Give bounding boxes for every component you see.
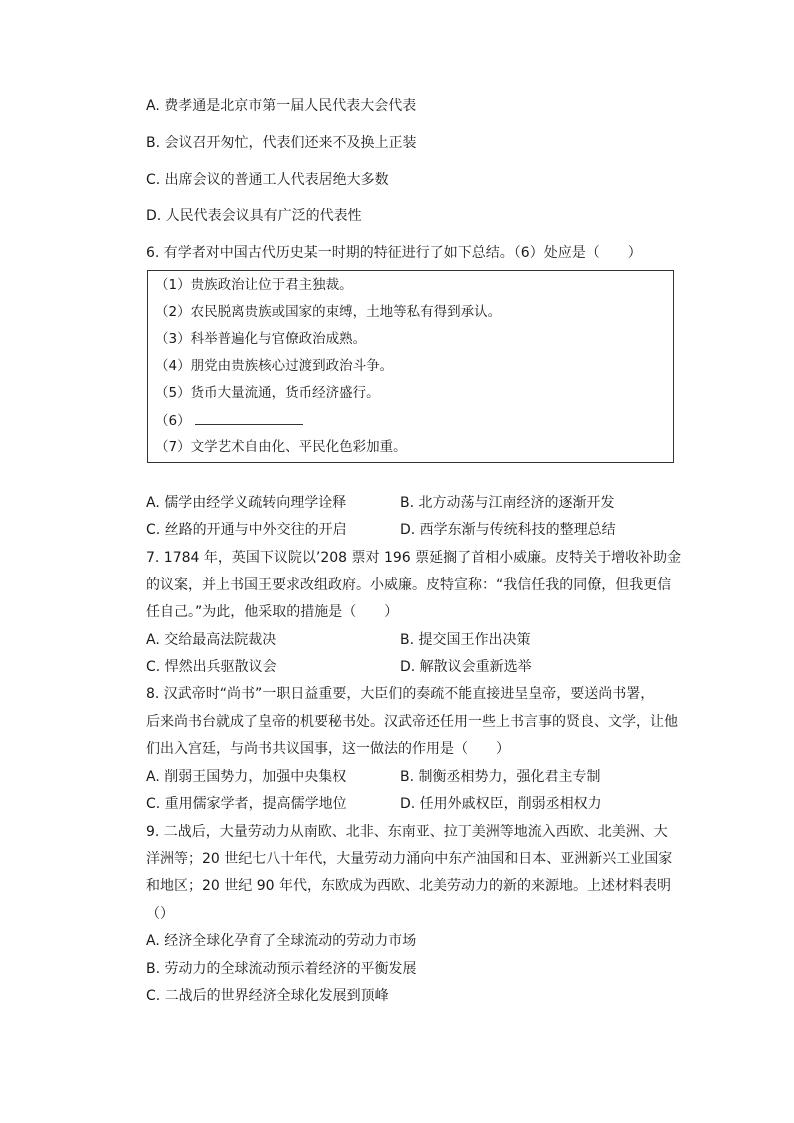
q9-stem-line: 9. 二战后，大量劳动力从南欧、北非、东南亚、拉丁美洲等地流入西欧、北美洲、大 [146,824,668,840]
q6-box-item: （1）贵族政治让位于君主独裁。 [155,277,353,293]
answer-blank [195,410,303,425]
q8-option-c: C. 重用儒家学者，提高儒学地位 [146,796,347,812]
q9-stem-line: （） [146,906,174,922]
q6-option-a: A. 儒学由经学义疏转向理学诠释 [146,495,347,511]
q9-option-b: B. 劳动力的全球流动预示着经济的平衡发展 [146,961,417,977]
q5-option-b: B. 会议召开匆忙，代表们还来不及换上正装 [146,135,417,151]
q5-option-d: D. 人民代表会议具有广泛的代表性 [146,208,362,224]
q8-stem-line: 后来尚书台就成了皇帝的机要秘书处。汉武帝还任用一些上书言事的贤良、文学，让他 [146,714,678,730]
q8-option-d: D. 任用外戚权臣，削弱丞相权力 [400,796,602,812]
q9-option-a: A. 经济全球化孕育了全球流动的劳动力市场 [146,933,417,949]
q6-box-item: （3）科举普遍化与官僚政治成熟。 [155,331,367,347]
q5-option-a: A. 费孝通是北京市第一届人民代表大会代表 [146,98,417,114]
q6-box-item: （4）朋党由贵族核心过渡到政治斗争。 [155,358,394,374]
q7-stem-line: 7. 1784 年，英国下议院以’208 票对 196 票延搁了首相小威廉。皮特关于增收补助金 [146,550,682,566]
q7-stem-line: 的议案，并上书国王要求改组政府。小威廉。皮特宣称：“我信任我的同僚，但我更信 [146,577,672,593]
q7-option-b: B. 提交国王作出决策 [400,632,531,648]
q6-option-c: C. 丝路的开通与中外交往的开启 [146,522,347,538]
q6-stem: 6. 有学者对中国古代历史某一时期的特征进行了如下总结。（6）处应是（ ） [146,245,642,261]
q5-option-c: C. 出席会议的普通工人代表居绝大多数 [146,172,389,188]
q6-option-b: B. 北方动荡与江南经济的逐渐开发 [400,495,615,511]
q7-stem-line: 任自己。”为此，他采取的措施是（ ） [146,604,399,620]
q6-box-item: （7）文学艺术自由化、平民化色彩加重。 [155,439,407,455]
q9-option-c: C. 二战后的世界经济全球化发展到顶峰 [146,988,389,1004]
q6-box-item: （5）货币大量流通，货币经济盛行。 [155,385,380,401]
q8-stem-line: 们出入宫廷，与尚书共议国事，这一做法的作用是（ ） [146,741,510,757]
q9-stem-line: 洋洲等；20 世纪七八十年代，大量劳动力涌向中东产油国和日本、亚洲新兴工业国家 [146,851,673,867]
q8-option-a: A. 削弱王国势力，加强中央集权 [146,769,347,785]
q6-material-box [147,270,674,463]
q7-option-c: C. 悍然出兵驱散议会 [146,659,277,675]
q8-option-b: B. 制衡丞相势力，强化君主专制 [400,769,601,785]
q7-option-a: A. 交给最高法院裁决 [146,632,277,648]
q6-box-item: （6） [155,413,191,429]
q8-stem-line: 8. 汉武帝时“尚书”一职日益重要，大臣们的奏疏不能直接进呈皇帝，要送尚书署， [146,686,655,702]
q9-stem-line: 和地区；20 世纪 90 年代，东欧成为西欧、北美劳动力的新的来源地。上述材料表明 [146,878,671,894]
q7-option-d: D. 解散议会重新选举 [400,659,532,675]
q6-box-item: （2）农民脱离贵族或国家的束缚，土地等私有得到承认。 [155,304,502,320]
q6-option-d: D. 西学东渐与传统科技的整理总结 [400,522,616,538]
q6-box-item-blank-row [155,410,303,431]
